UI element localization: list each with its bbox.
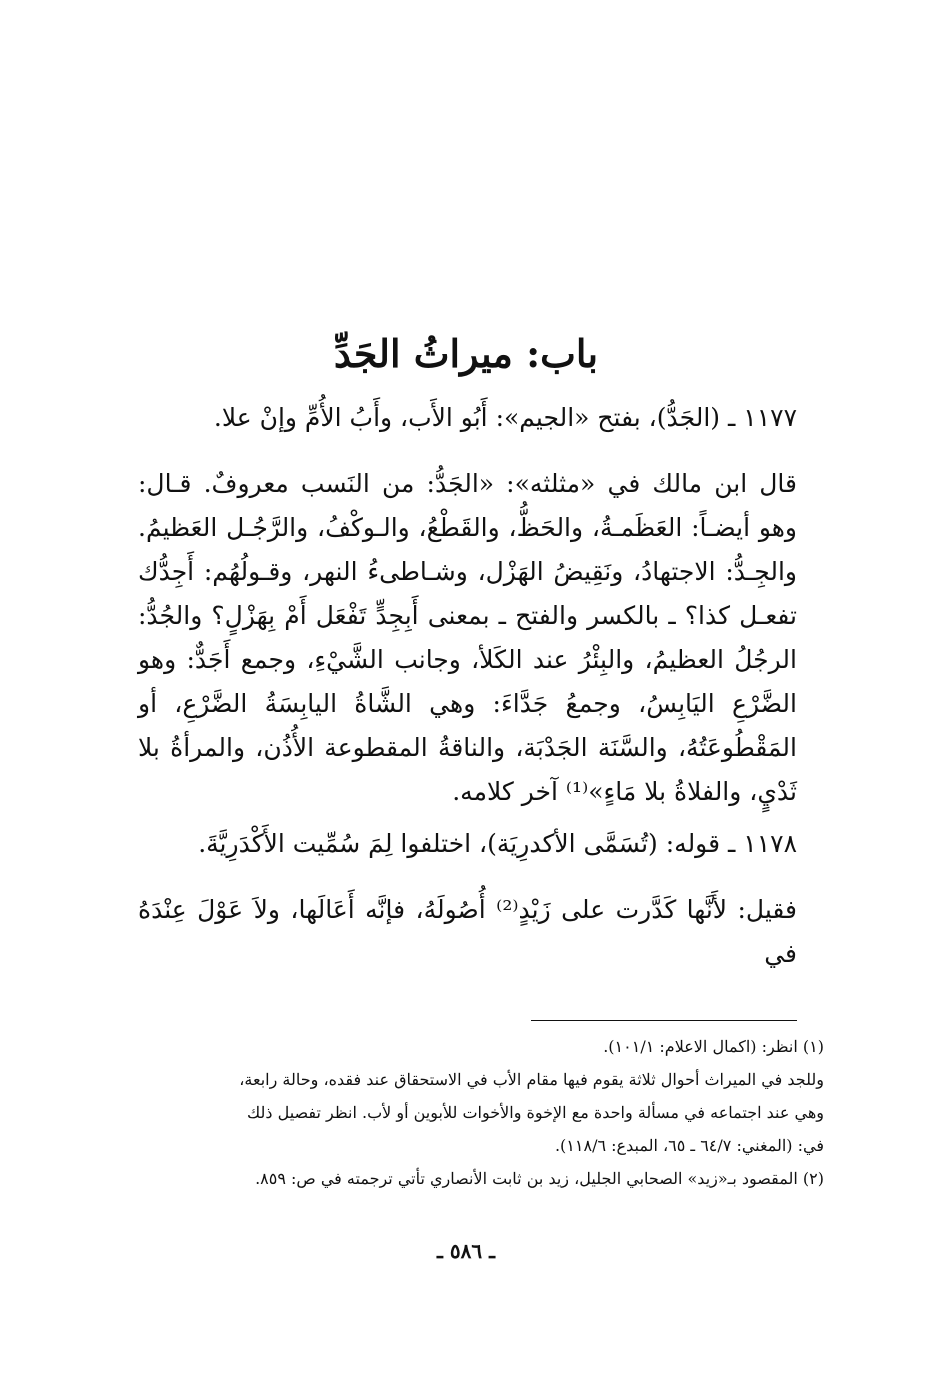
footnote-2: (٢) المقصود بـ«زيد» الصحابي الجليل، زيد بن ثابت الأنصاري تأتي ترجمته في ص: ٨٥٩.: [255, 1169, 824, 1188]
footnotes: [138, 1030, 824, 1195]
footnote-1-line-2: وللجد في الميراث أحوال ثلاثة يقوم فيها مقام الأب في الاستحقاق عند فقده، وحالة رابعة،: [239, 1070, 824, 1089]
footnote-1-line-1: (١) انظر: (اكمال الاعلام: ١٠١/١).: [603, 1037, 824, 1056]
footnote-1-line-4: في: (المغني: ٦٤/٧ ـ ٦٥، المبدع: ١١٨/٦).: [554, 1136, 824, 1155]
footnote-1-line-3: وهي عند اجتماعه في مسألة واحدة مع الإخوة والأخوات للأبوين أو لأب. انظر تفصيل ذلك: [247, 1103, 824, 1122]
footnote-separator: [531, 1020, 797, 1021]
chapter-title: باب: ميراثُ الجَدِّ: [333, 331, 599, 376]
paragraph-faqil: فقيل: لأَنَّها كَدَّرت على زَيْدٍ⁽²⁾ أُصُولَهُ، فإنَّه أَعَالَها، ولاَ عَوْلَ عِنْدَهُ في: [138, 895, 797, 968]
entry-1178: ١١٧٨ ـ قوله: (تُسَمَّى الأكدرِيَة)، اختلفوا لِمَ سُمِّيت الأَكْدَرِيَّةَ.: [198, 829, 797, 858]
paragraph-ibn-malik-quote: قال ابن مالك في «مثلثه»: «الجَدُّ: من النَسب معروفٌ. قـال: وهو أيضـاً: العَظَمـةُ، والحَظُّ، والقَطْعُ، والـوكْفُ، والرَّجُـل العَظيمُ. والجِـدُّ: الاجتهادُ، ونَقِيضُ الهَزْل، وشـاطىءُ النهر، وقـولُهُم: أَجِدُّك تفعـل كذا؟ ـ بالكسر والفتح ـ بمعنى أَبِجِدٍّ تَفْعَل أَمْ بِهَزْلٍ؟ والجُدُّ: الرجُلُ العظيمُ، والبِئْرُ عند الكَلأ، وجانب الشَّيْءِ، وجمع أَجَدٌّ: وهو الضَّرْعِ اليَابِسُ، وجمعُ جَدَّاءَ: وهي الشَّاةُ اليابِسَةُ الضَّرْعِ، أو المَقْطُوعَتُهُ، والسَّنَة الجَدْبَة، والناقةُ المقطوعة الأُذُن، والمرأةُ بلا ثَدْيٍ، والفلاةُ بلا مَاءٍ»⁽¹⁾ آخر كلامه.: [138, 469, 797, 806]
page-number: ـ ٥٨٦ ـ: [437, 1239, 495, 1263]
entry-1177: ١١٧٧ ـ (الجَدُّ)، بفتح «الجيم»: أَبُو الأَب، وأَبُ الأُمِّ وإنْ علا.: [213, 403, 797, 432]
